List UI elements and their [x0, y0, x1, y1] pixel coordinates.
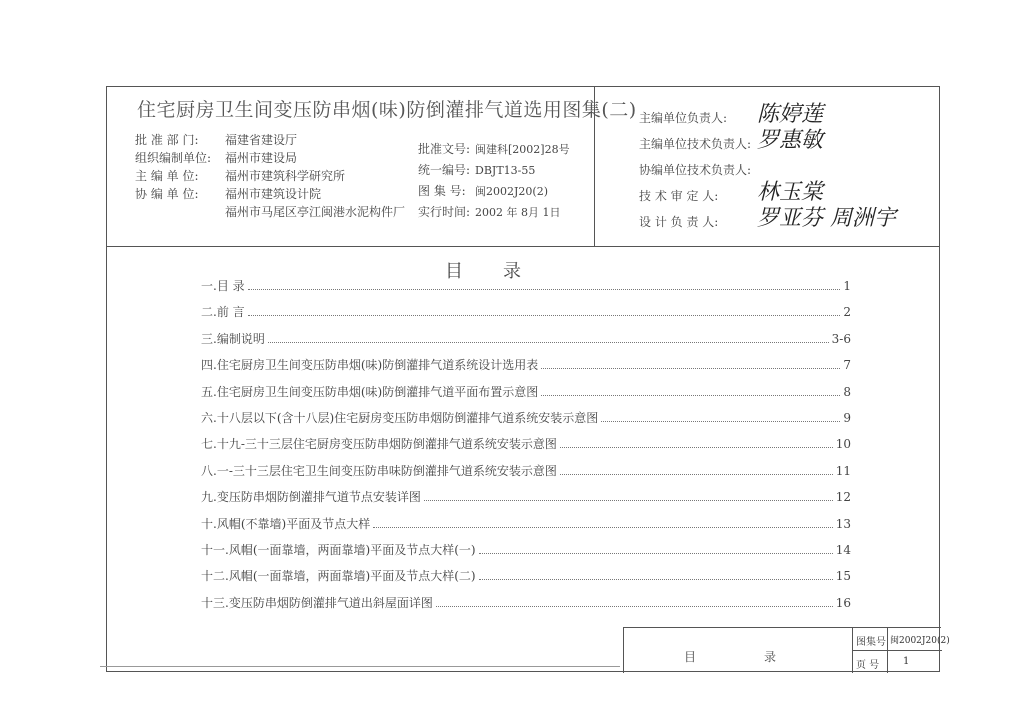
doc-value: 闽2002J20(2) — [475, 185, 548, 198]
info-value: 福州市建筑设计院 — [225, 187, 322, 201]
toc-item-page: 14 — [835, 542, 851, 557]
info-label — [135, 203, 211, 221]
drawing-frame — [106, 86, 950, 672]
info-label: 协 编 单 位: — [135, 187, 199, 201]
toc-item[interactable] — [201, 435, 851, 461]
toc-item[interactable] — [201, 515, 851, 541]
toc-item-number: 五. — [201, 384, 217, 399]
doc-value: 闽建科[2002]28号 — [475, 143, 570, 156]
toc-item-text: 目 录 — [216, 279, 245, 293]
page-title: 住宅厨房卫生间变压防串烟(味)防倒灌排气道选用图集(二) — [137, 99, 637, 121]
toc-item[interactable] — [201, 567, 851, 593]
toc-item-text: 变压防串烟防倒灌排气道出斜屋面详图 — [228, 595, 433, 610]
toc-item[interactable] — [201, 356, 851, 382]
title-block-grid — [852, 628, 950, 673]
toc-item[interactable] — [201, 541, 851, 567]
page-number-label: 页 号 — [856, 660, 880, 671]
toc-item-page: 3-6 — [831, 331, 851, 346]
toc-item-text: 风帽(一面靠墙，两面靠墙)平面及节点大样(一) — [228, 542, 476, 557]
info-label: 组织编制单位: — [135, 151, 212, 165]
toc-item-page: 9 — [843, 410, 851, 425]
responsible-label: 设 计 负 责 人: — [639, 215, 719, 229]
toc-item-page: 12 — [835, 490, 851, 505]
info-labels — [135, 131, 211, 221]
toc-item-text: 住宅厨房卫生间变压防串烟(味)防倒灌排气道系统设计选用表 — [216, 358, 539, 373]
info-value: 福州市建设局 — [225, 151, 298, 165]
info-value: 福州市建筑科学研究所 — [225, 169, 346, 183]
header-right — [595, 87, 941, 246]
doc-label: 图 集 号: — [418, 184, 466, 198]
doc-values — [475, 139, 570, 223]
toc-leader-dots — [560, 474, 833, 475]
toc-leader-dots — [424, 500, 833, 501]
responsible-label: 主编单位技术负责人: — [639, 137, 752, 151]
toc-item-page: 16 — [835, 595, 851, 610]
toc-item-text: 编制说明 — [216, 331, 265, 346]
toc-item-number: 九. — [201, 490, 217, 505]
signature: 罗亚芬 周洲宇 — [757, 206, 896, 231]
toc-leader-dots — [248, 289, 841, 290]
header — [107, 87, 939, 247]
toc-item-page: 2 — [843, 305, 851, 320]
toc-item-text: 十九-三十三层住宅厨房变压防串烟防倒灌排气道系统安装示意图 — [216, 437, 557, 452]
toc-item[interactable] — [201, 488, 851, 514]
toc-item-number: 十二. — [201, 569, 229, 584]
grid-divider — [887, 628, 888, 673]
info-label: 批 准 部 门: — [135, 133, 199, 147]
signature: 罗惠敏 — [757, 128, 824, 153]
grid-divider — [853, 650, 942, 651]
toc-item[interactable] — [201, 277, 851, 303]
doc-label: 实行时间: — [418, 205, 471, 219]
toc-item-page: 8 — [843, 384, 851, 399]
toc-leader-dots — [373, 527, 833, 528]
toc-item-text: 风帽(一面靠墙，两面靠墙)平面及节点大样(二) — [228, 569, 476, 584]
table-of-contents — [201, 277, 851, 620]
toc-item-number: 十一. — [201, 542, 229, 557]
toc-item-number: 三. — [201, 331, 217, 346]
toc-item[interactable] — [201, 409, 851, 435]
toc-item-text: 变压防串烟防倒灌排气道节点安装详图 — [216, 490, 421, 505]
responsible-label: 协编单位技术负责人: — [639, 163, 752, 177]
info-values — [225, 131, 405, 221]
toc-item-text: 十八层以下(含十八层)住宅厨房变压防串烟防倒灌排气道系统安装示意图 — [216, 410, 599, 425]
signature: 林玉棠 — [757, 180, 824, 205]
toc-item-number: 七. — [201, 437, 217, 452]
doc-value: DBJT13-55 — [475, 164, 536, 177]
header-left — [107, 87, 637, 246]
toc-item-number: 六. — [201, 410, 217, 425]
info-value: 福州市马尾区亭江闽港水泥构件厂 — [225, 205, 406, 219]
toc-item-number: 一. — [201, 279, 217, 293]
toc-item-text: 住宅厨房卫生间变压防串烟(味)防倒灌排气道平面布置示意图 — [216, 384, 539, 399]
toc-title: 目录 — [445, 261, 561, 282]
page-number-value: 1 — [903, 656, 910, 667]
doc-value: 2002 年 8月 1日 — [475, 206, 561, 219]
toc-item-text: 前 言 — [216, 305, 245, 320]
toc-item-page: 1 — [843, 279, 851, 293]
toc-item-number: 十三. — [201, 595, 229, 610]
toc-item[interactable] — [201, 330, 851, 356]
info-label: 主 编 单 位: — [135, 169, 199, 183]
toc-leader-dots — [560, 447, 833, 448]
toc-item-number: 八. — [201, 463, 217, 478]
toc-item[interactable] — [201, 462, 851, 488]
toc-leader-dots — [479, 579, 833, 580]
toc-item-text: 风帽(不靠墙)平面及节点大样 — [216, 516, 371, 531]
toc-item-page: 7 — [843, 358, 851, 373]
toc-item-page: 13 — [835, 516, 851, 531]
toc-leader-dots — [541, 395, 840, 396]
doc-labels — [418, 139, 470, 223]
toc-item-page: 10 — [835, 437, 851, 452]
responsible-label: 技 术 审 定 人: — [639, 189, 719, 203]
toc-leader-dots — [601, 421, 840, 422]
toc-leader-dots — [268, 342, 829, 343]
responsible-labels — [639, 105, 751, 235]
signature: 陈婷莲 — [757, 102, 824, 127]
responsible-label: 主编单位负责人: — [639, 111, 728, 125]
info-value: 福建省建设厅 — [225, 133, 298, 147]
toc-item-page: 11 — [835, 463, 851, 478]
toc-item[interactable] — [201, 594, 851, 620]
toc-item[interactable] — [201, 303, 851, 329]
toc-leader-dots — [479, 553, 833, 554]
title-block-title-left: 目 — [684, 650, 697, 664]
title-block — [623, 627, 950, 673]
toc-item-number: 二. — [201, 305, 217, 320]
doc-label: 批准文号: — [418, 142, 471, 156]
toc-leader-dots — [436, 606, 833, 607]
atlas-number-label: 图集号 — [856, 637, 886, 648]
toc-item-page: 15 — [835, 569, 851, 584]
toc-item-number: 十. — [201, 516, 217, 531]
title-block-title-right: 录 — [764, 650, 777, 664]
atlas-number-value: 闽2002J20(2) — [890, 636, 950, 646]
toc-item[interactable] — [201, 383, 851, 409]
toc-item-text: 一-三十三层住宅卫生间变压防串味防倒灌排气道系统安装示意图 — [216, 463, 557, 478]
doc-label: 统一编号: — [418, 163, 471, 177]
toc-leader-dots — [541, 368, 840, 369]
scan-edge-line — [100, 666, 620, 667]
toc-leader-dots — [248, 315, 841, 316]
toc-item-number: 四. — [201, 358, 217, 373]
